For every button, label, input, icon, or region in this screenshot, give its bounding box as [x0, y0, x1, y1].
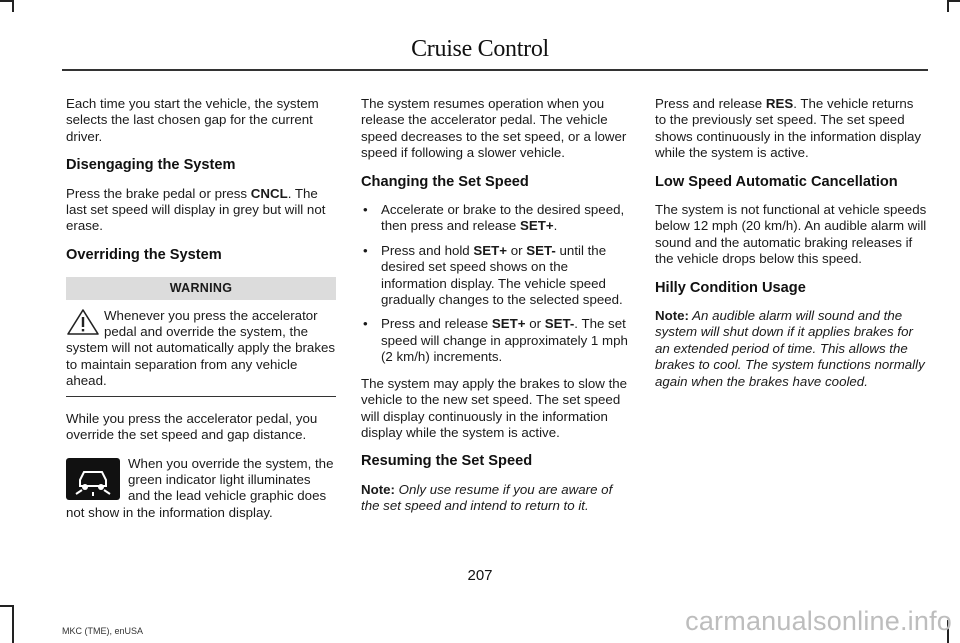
resume-paragraph: The system resumes operation when you release the accelerator pedal. The vehicle speed decreases to the set speed, or a lower speed if following a slower vehicle.	[361, 96, 627, 161]
header-divider	[62, 69, 928, 71]
page-number: 207	[467, 567, 493, 584]
cruise-override-indicator-icon	[66, 458, 120, 500]
intro-paragraph: Each time you start the vehicle, the system selects the last chosen gap for the current driver.	[66, 96, 319, 144]
crop-mark	[947, 0, 949, 12]
low-speed-paragraph: The system is not functional at vehicle speeds below 12 mph (20 km/h). An audible alarm will sound and the automatic braking releases if the vehicle drops below this speed.	[655, 202, 927, 267]
cncl-button-label: CNCL	[250, 185, 288, 201]
overriding-heading: Overriding the System	[66, 246, 222, 263]
crop-mark	[0, 0, 12, 2]
crop-mark	[0, 605, 12, 607]
crop-mark	[12, 0, 14, 12]
change-speed-list	[361, 202, 633, 366]
crop-mark	[948, 0, 960, 2]
crop-mark	[12, 605, 14, 643]
warning-box	[66, 277, 336, 396]
column-middle	[361, 96, 633, 527]
warning-triangle-icon	[66, 308, 100, 336]
low-speed-heading: Low Speed Automatic Cancellation	[655, 173, 898, 190]
disengaging-heading: Disengaging the System	[66, 157, 236, 174]
watermark: carmanualsonline.info	[685, 606, 952, 636]
hilly-heading: Hilly Condition Usage	[655, 279, 806, 296]
res-paragraph: Press and release RES. The vehicle returns to the previously set speed. The set speed shows continuously in the information display while the system is active.	[655, 96, 922, 161]
resuming-heading: Resuming the Set Speed	[361, 453, 533, 470]
document-id: MKC (TME), enUSA	[62, 626, 144, 636]
indicator-paragraph: When you override the system, the green indicator light illuminates and the lead vehicle graphic does not show in the information display.	[66, 455, 334, 520]
changing-speed-heading: Changing the Set Speed	[361, 173, 529, 190]
list-item: • Press and release SET+ or SET-. The set speed will change in approximately 1 mph (2 km/h) increments.	[363, 316, 628, 365]
disengaging-paragraph: Press the brake pedal or press CNCL. The last set speed will display in grey but will not erase.	[66, 185, 326, 234]
resume-note: Note: Only use resume if you are aware of the set speed and intend to return to it.	[361, 481, 613, 514]
column-left	[66, 96, 336, 533]
column-right	[655, 96, 927, 402]
res-button-label: RES	[765, 96, 794, 111]
apply-brakes-paragraph: The system may apply the brakes to slow the vehicle to the new set speed. The set speed will display continuously in the information display while the system is active.	[361, 375, 628, 440]
list-item: • Press and hold SET+ or SET- until the desired set speed shows on the information display. The vehicle speed gradually changes to the selected speed.	[363, 242, 623, 308]
list-item: • Accelerate or brake to the desired speed, then press and release SET+.	[363, 202, 625, 234]
warning-text: Whenever you press the accelerator pedal and override the system, the system will not automatically apply the brakes to maintain separation from any vehicle ahead.	[66, 307, 336, 389]
warning-label: WARNING	[66, 277, 336, 299]
indicator-block	[66, 456, 336, 522]
hilly-note: Note: An audible alarm will sound and the system will shut down if it applies brakes for an extended period of time. This allows the brakes to cool. The system functions normally again when the brakes have cooled.	[655, 308, 925, 389]
override-paragraph: While you press the accelerator pedal, you override the set speed and gap distance.	[66, 410, 318, 443]
page-title: Cruise Control	[411, 36, 549, 62]
